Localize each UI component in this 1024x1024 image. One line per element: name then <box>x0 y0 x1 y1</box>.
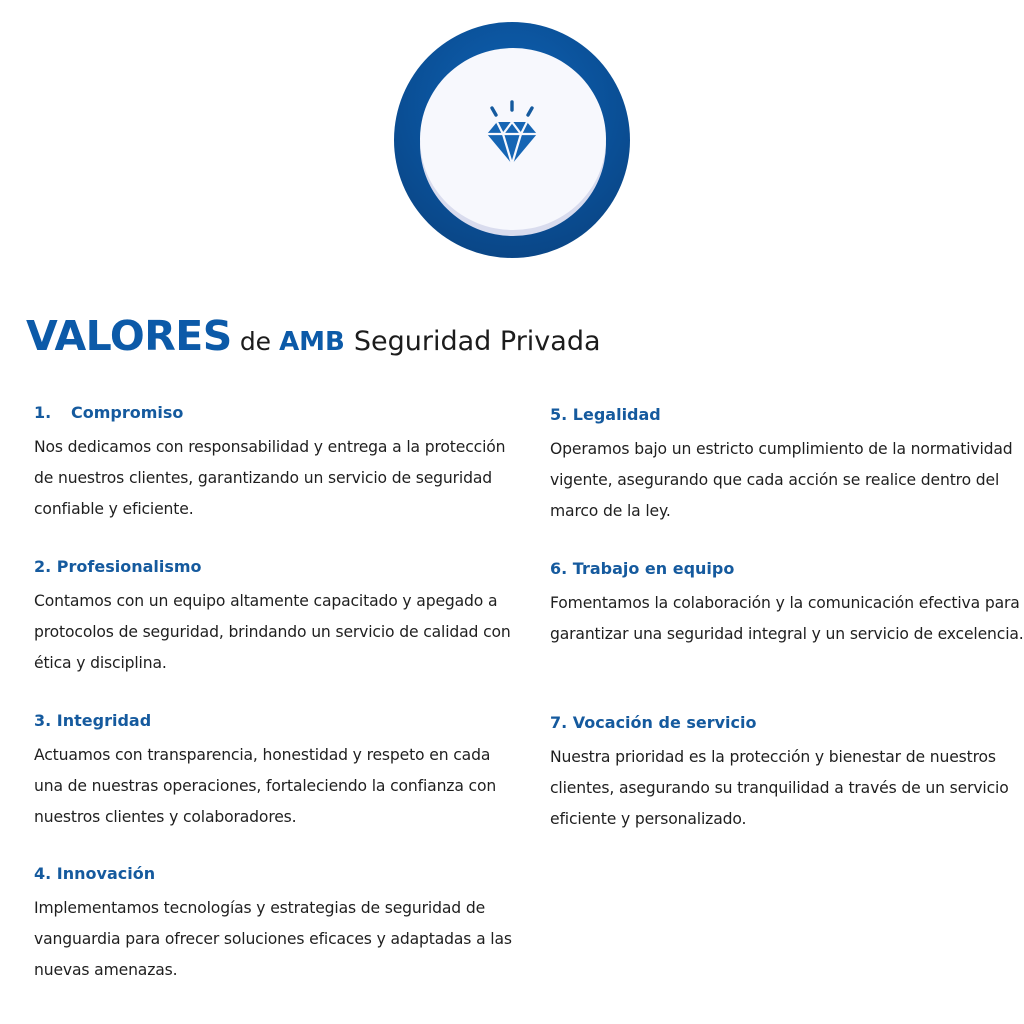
heading-company: Seguridad Privada <box>353 326 601 357</box>
value-description: Nos dedicamos con responsabilidad y entrega a la protección de nuestros clientes, garantizando un servicio de seguridad confiable y eficiente. <box>34 438 506 518</box>
value-title <box>34 402 514 424</box>
value-title: 6. Trabajo en equipo <box>550 559 735 578</box>
value-title: 2. Profesionalismo <box>34 557 202 576</box>
page-heading <box>26 312 601 372</box>
value-title: 7. Vocación de servicio <box>550 713 757 732</box>
value-title: 4. Innovación <box>34 864 156 883</box>
value-title-text: Compromiso <box>71 403 184 422</box>
value-description: Implementamos tecnologías y estrategias de seguridad de vanguardia para ofrecer soluciones eficaces y adaptadas a las nuevas amenazas. <box>34 899 512 979</box>
value-title: 5. Legalidad <box>550 405 661 424</box>
heading-main: VALORES <box>26 312 232 360</box>
heading-connector: de <box>239 327 272 356</box>
value-item-profesionalismo <box>34 556 514 679</box>
value-description: Actuamos con transparencia, honestidad y respeto en cada una de nuestras operaciones, fortaleciendo la confianza con nuestros clientes y colaboradores. <box>34 746 497 826</box>
value-description: Contamos con un equipo altamente capacitado y apegado a protocolos de seguridad, brindando un servicio de calidad con ética y disciplina. <box>34 592 511 672</box>
heading-brand: AMB <box>279 327 345 357</box>
value-item-integridad <box>34 710 514 833</box>
value-description: Operamos bajo un estricto cumplimiento de la normatividad vigente, asegurando que cada acción se realice dentro del marco de la ley. <box>550 440 1013 520</box>
diamond-icon <box>481 98 543 168</box>
value-number: 1. <box>34 403 52 422</box>
value-item-legalidad <box>550 404 1024 527</box>
value-item-trabajo-en-equipo <box>550 558 1024 650</box>
value-item-innovacion <box>34 863 514 986</box>
value-title: 3. Integridad <box>34 711 152 730</box>
value-description: Nuestra prioridad es la protección y bienestar de nuestros clientes, asegurando su tranquilidad a través de un servicio eficiente y personalizado. <box>550 748 1009 828</box>
value-item-compromiso <box>34 402 514 525</box>
value-item-vocacion-de-servicio <box>550 712 1024 835</box>
value-description: Fomentamos la colaboración y la comunicación efectiva para garantizar una seguridad integral y un servicio de excelencia. <box>550 594 1024 643</box>
